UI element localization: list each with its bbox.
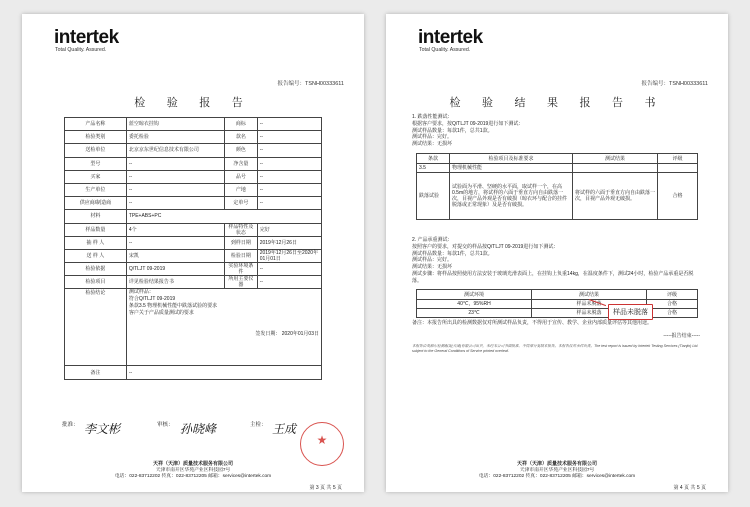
column-header: 测试环境 xyxy=(417,290,532,300)
table-row xyxy=(65,236,322,249)
grade-cell xyxy=(658,164,698,173)
table-row xyxy=(65,249,322,262)
field-label: 款名 xyxy=(225,131,258,144)
approve-label: 批准： xyxy=(62,422,79,428)
field-label: 检验日期 xyxy=(225,249,258,262)
inspector-signature: 王成 xyxy=(272,422,297,436)
table-row xyxy=(65,131,322,144)
report-page-results xyxy=(386,14,728,492)
logo-tagline: Total Quality. Assured. xyxy=(55,47,107,53)
section-line: 测试结果：无损坏 xyxy=(412,141,453,148)
review-signature: 孙晓峰 xyxy=(180,422,217,436)
conclusion-value xyxy=(126,289,321,366)
requirement-cell: 试验面为平滑、坚硬的水平面，取试样一个，在高0.5m的地方，将试样的六面于垂直方向自由跌落一次，目视产品外观是否有破损（晾衣环与配合的挂件脱落或正常现象）及是否有破损。 xyxy=(450,173,573,220)
field-value: 4个 xyxy=(126,223,224,236)
company-seal xyxy=(300,422,344,466)
field-label: 检验项目 xyxy=(65,276,127,289)
field-label: 生产单位 xyxy=(65,183,127,196)
intertek-logo xyxy=(54,28,119,53)
page-footer xyxy=(22,461,364,481)
field-label: 检验类别 xyxy=(65,131,127,144)
column-header: 检验项目及标准要求 xyxy=(450,154,573,164)
table-row xyxy=(65,183,322,196)
table-header xyxy=(417,290,698,300)
field-label: 商标 xyxy=(225,118,258,131)
field-label: 到样日期 xyxy=(225,236,258,249)
seal-star-icon: ★ xyxy=(316,433,328,447)
review-label: 审核： xyxy=(157,422,174,428)
footer-address: 天津市南开区华苑产业区科技园7号 xyxy=(155,467,231,473)
field-value: -- xyxy=(257,131,321,144)
report-page-cover xyxy=(22,14,364,492)
footer-contact: 电话：022-83712202 传真：022-83712205 邮箱：services@intertek.com xyxy=(114,474,272,479)
requirement-cell: 物理机械性能 xyxy=(450,164,573,173)
conclusion-line: 符合Q/TLJT 09-2019 xyxy=(128,296,176,303)
field-value: -- xyxy=(257,183,321,196)
page-footer xyxy=(386,461,728,481)
fine-print: 本报告由英格尔检测服务(天津)有限公司出具，未经本公司书面批准，不得部分复制本报告。本报告仅对来样负责。The test report is issued by Intertek Testing Services (Tianjin) Ltd. subject to the General Conditions of Service printed overleaf. xyxy=(412,344,699,353)
logo-wordmark: intertek xyxy=(418,27,483,48)
field-label: 实验环境条件 xyxy=(225,263,258,276)
footer-company: 天祥（天津）质量技术服务有限公司 xyxy=(516,461,597,467)
conclusion-row xyxy=(65,289,322,366)
report-number: 报告编号：TSNH00333611 xyxy=(641,81,708,87)
table-row xyxy=(65,263,322,276)
column-header: 条款 xyxy=(417,154,450,164)
table-row xyxy=(417,173,698,220)
approve-signature: 李文彬 xyxy=(84,422,121,436)
table-row xyxy=(417,164,698,173)
table-row xyxy=(417,309,698,318)
highlight-callout: 样品未脱落 xyxy=(608,304,653,320)
section-line: 根据客户要求，按Q/TLJT 09-2019进行如下测试： xyxy=(412,120,524,127)
field-value: 详见检验结果报告书 xyxy=(126,276,224,289)
field-value: -- xyxy=(126,236,224,249)
field-label: 净含量 xyxy=(225,157,258,170)
field-label: 样品数量 xyxy=(65,223,127,236)
field-value: -- xyxy=(126,183,224,196)
field-label: 所用主要仪器 xyxy=(225,276,258,289)
grade-cell: 合格 xyxy=(658,173,698,220)
result-cell: 将试样的六面于垂直方向自由跌落一次，目视产品外观无破损。 xyxy=(573,173,658,220)
field-value: 北京京东世纪信息技术有限公司 xyxy=(126,144,224,157)
field-label: 样品特性及状态 xyxy=(225,223,258,236)
field-value: 完好 xyxy=(257,223,321,236)
grade-cell: 合格 xyxy=(647,309,698,318)
section-line: 2. 产品承重测试： xyxy=(412,237,453,243)
section-line: 1. 跌落性能测试： xyxy=(412,114,453,120)
column-header: 测试结果 xyxy=(532,290,647,300)
column-header: 测试结果 xyxy=(573,154,658,164)
field-label: 材料 xyxy=(65,210,127,223)
footer-contact: 电话：022-83712202 传真：022-83712205 邮箱：services@intertek.com xyxy=(478,474,636,479)
section-line: 测试结果：无损坏 xyxy=(412,264,453,271)
table-header xyxy=(417,154,698,164)
field-label: 颜色 xyxy=(225,144,258,157)
section-line: 测试步骤：将样品按照使用方法安装于玻璃光滑表面上，在挂钩上负重14kg，在温度条件下，测试24小时，检验产品承重是否脱落。 xyxy=(412,270,694,284)
field-value: 2019年12月26日 xyxy=(257,236,321,249)
load-test-section xyxy=(412,237,702,285)
report-end: -----报告结束----- xyxy=(663,333,700,339)
table-row xyxy=(65,223,322,236)
field-value: Q/TLJT 09-2019 xyxy=(126,263,224,276)
field-label: 产品名称 xyxy=(65,118,127,131)
field-value: -- xyxy=(126,197,224,210)
field-value: TPE+ABS+PC xyxy=(126,210,321,223)
field-value: -- xyxy=(257,197,321,210)
section-line: 测试样品数量：每款1件，总共1款。 xyxy=(412,127,493,134)
field-label: 品号 xyxy=(225,170,258,183)
table-row xyxy=(65,276,322,289)
field-label: 检验依据 xyxy=(65,263,127,276)
field-value: -- xyxy=(126,157,224,170)
field-value: -- xyxy=(257,276,321,289)
table-row xyxy=(417,300,698,309)
field-value: 2019年12月26日至2020年01月01日 xyxy=(257,249,321,262)
field-label: 定单号 xyxy=(225,197,258,210)
issue-date: 签发日期： 2020年01月03日 xyxy=(255,331,319,338)
section-line: 测试样品：完好。 xyxy=(412,134,453,141)
field-label: 送检单位 xyxy=(65,144,127,157)
column-header: 评级 xyxy=(658,154,698,164)
report-number: 报告编号：TSNH00333611 xyxy=(277,81,344,87)
field-label: 抽 样 人 xyxy=(65,236,127,249)
column-header: 评级 xyxy=(647,290,698,300)
env-cell: 23℃ xyxy=(417,309,532,318)
field-value: -- xyxy=(257,170,321,183)
field-value: -- xyxy=(257,157,321,170)
field-value: -- xyxy=(257,118,321,131)
field-label: 产地 xyxy=(225,183,258,196)
field-value: -- xyxy=(126,170,224,183)
result-note: 备注：本报告所出具的检测数据仅对所测试样品负责，不得用于宣传、教学、企业内部质量评估等其他用途。 xyxy=(412,320,653,326)
section-line: 测试样品数量：每款1件，总共1款。 xyxy=(412,250,493,257)
remark-row xyxy=(65,366,322,379)
inspector-label: 主检： xyxy=(250,422,267,428)
conclusion-line: 条款3.5 物理机械性能中跌落试验的要求 xyxy=(128,303,218,310)
intertek-logo xyxy=(418,28,483,53)
field-value: 宋凯 xyxy=(126,249,224,262)
field-label: 买家 xyxy=(65,170,127,183)
page-number: 第 3 页 共 5 页 xyxy=(309,485,342,491)
logo-tagline: Total Quality. Assured. xyxy=(419,47,471,53)
section-line: 按照客户的要求，对提交的样品按Q/TLJT 09-2019进行如下测试： xyxy=(412,243,559,250)
inspection-info-table xyxy=(64,117,322,380)
footer-address: 天津市南开区华苑产业区科技园7号 xyxy=(519,467,595,473)
conclusion-label: 检验结论 xyxy=(65,289,127,366)
table-row xyxy=(65,157,322,170)
field-label: 送 样 人 xyxy=(65,249,127,262)
page-number: 第 4 页 共 5 页 xyxy=(673,485,706,491)
footer-company: 天祥（天津）质量技术服务有限公司 xyxy=(152,461,233,467)
page-title: 检 验 报 告 xyxy=(134,96,252,109)
table-row xyxy=(65,197,322,210)
logo-wordmark: intertek xyxy=(54,27,119,48)
conclusion-line: 测试样品： xyxy=(128,289,154,296)
result-cell: 样品未脱落 xyxy=(532,309,647,318)
env-cell: 40℃，95%RH xyxy=(417,300,532,309)
field-value: 委托检验 xyxy=(126,131,224,144)
grade-cell: 合格 xyxy=(647,300,698,309)
field-label: 供应商/制造商 xyxy=(65,197,127,210)
field-value: -- xyxy=(257,144,321,157)
field-label: 型号 xyxy=(65,157,127,170)
table-row xyxy=(65,210,322,223)
clause-cell: 跌落试验 xyxy=(417,173,450,220)
section-line: 测试样品：完好。 xyxy=(412,257,453,264)
table-row xyxy=(65,144,322,157)
drop-test-section xyxy=(412,114,702,148)
field-value: -- xyxy=(257,263,321,276)
drop-test-table xyxy=(416,153,698,220)
page-title: 检 验 结 果 报 告 书 xyxy=(449,96,665,109)
clause-cell: 3.5 xyxy=(417,164,450,173)
load-test-table xyxy=(416,289,698,318)
table-row xyxy=(65,118,322,131)
result-cell xyxy=(573,164,658,173)
conclusion-line: 客户关于产品质量测试的要求 xyxy=(128,310,194,317)
field-value: 蓝空晾衣挂钩 xyxy=(126,118,224,131)
remark-value: -- xyxy=(126,366,321,379)
table-row xyxy=(65,170,322,183)
result-cell: 样品未脱落 xyxy=(532,300,647,309)
remark-label: 备注 xyxy=(65,366,127,379)
